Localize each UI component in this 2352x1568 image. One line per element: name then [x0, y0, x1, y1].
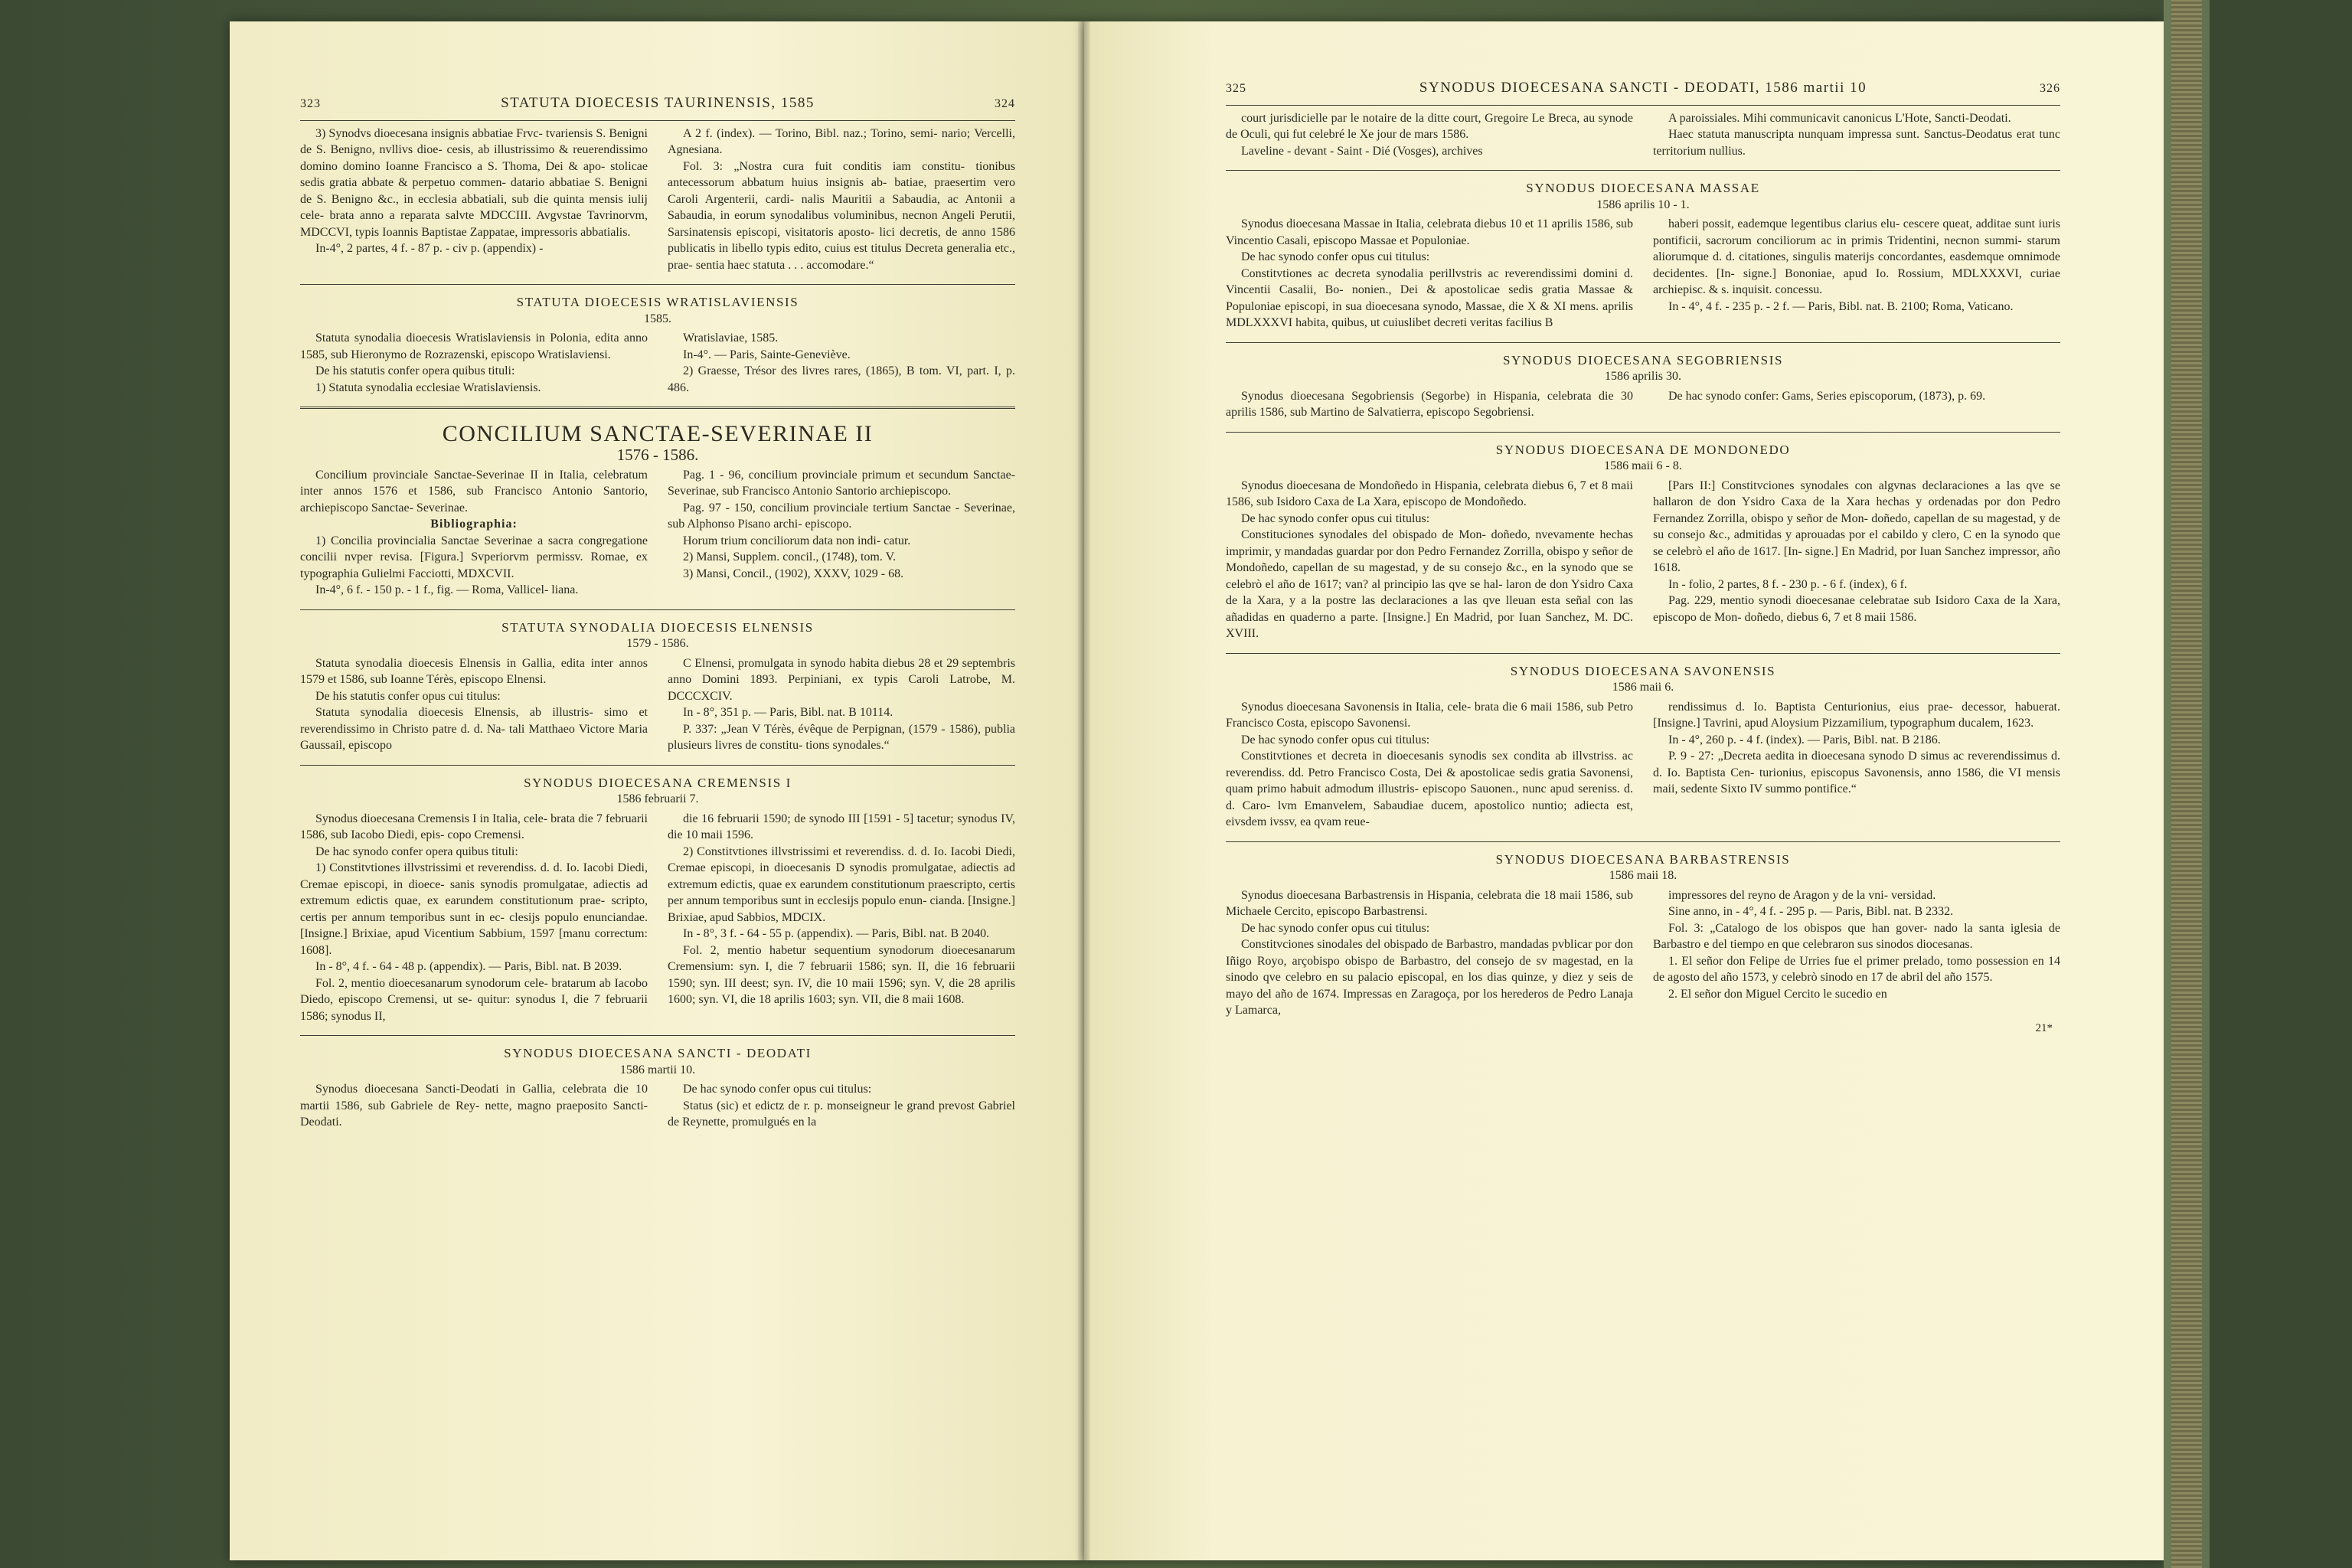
paragraph: Haec statuta manuscripta nunquam impressa sunt. Sanctus-Deodatus erat tunc territorium nullius.: [1653, 128, 2060, 158]
two-column-text: [1226, 388, 2060, 421]
page-number-324: 324: [994, 97, 1015, 110]
paragraph: Fol. 2, mentio dioecesanarum synodorum cele- bratarum ab Iacobo Diedo, episcopo Cremensi, ut se- quitur: synodus I, die 7 februarii 1586; synodus II,: [300, 976, 648, 1023]
paragraph: De hac synodo confer opus cui titulus:: [1241, 921, 1430, 935]
right-column: [1653, 216, 2060, 332]
section-severinae: [300, 407, 1015, 599]
paragraph: P. 337: „Jean V Térès, évêque de Perpignan, (1579 - 1586), publia plusieurs livres de constitu- tions synodales.“: [668, 722, 1015, 752]
paragraph: Synodus dioecesana Sancti-Deodati in Gallia, celebrata die 10 martii 1586, sub Gabriele de Rey- nette, magno praeposito Sancti-Deodati.: [300, 1083, 648, 1129]
paragraph: Pag. 229, mentio synodi dioecesanae celebratae sub Isidoro Caxa de la Xara, episcopo de Mon- doñedo, diebus 6, 7 et 8 maii 1586.: [1653, 594, 2060, 624]
section-divider: [1226, 170, 2060, 171]
signature-mark: 21*: [2035, 1021, 2053, 1034]
section-date: 1586 aprilis 10 - 1.: [1596, 198, 1690, 211]
left-column: [300, 655, 648, 754]
section-mondonedo: [1226, 432, 2060, 642]
section-taurinensis_cont: [300, 126, 1015, 274]
left-column: [1226, 887, 1633, 1019]
paragraph: In - folio, 2 partes, 8 f. - 230 p. - 6 f. (index), 6 f.: [1668, 577, 1907, 591]
paragraph: Constituciones synodales del obispado de Mon- doñedo, nvevamente hechas imprimir, y mandadas guardar por don Pedro Fernandez Zorrilla, obispo y señor de Mondoñedo, capellan de su magestad, y de su consejo &c., en la synodo que se celebrò el año de 1617; van? al principio las qve se hal- laron de don Ysidro Caxa de la Xara, y a la postre las declaraciones a las qve lleuan esta señal con las añadidas en quaderno a parte. [Insigne.] En Madrid, por Iuan Sanchez, M. DC. XVIII.: [1226, 528, 1633, 640]
two-column-text: [1226, 216, 2060, 332]
paragraph: Constitvtiones et decreta in dioecesanis synodis sex condita ab illvstriss. ac reverendiss. dd. Petro Francisco Costa, Dei & apostolicae sedis gratia Savonensi, quam primo habuit admodum illustris- episcopo Sauonen., nunc apud sereniss. d. d. Caro- lvm Emanvelem, Sabaudiae ducem, apostolico nuntio; adiecta est, eivsdem ivssv, ea qvam reue-: [1226, 750, 1633, 828]
paragraph: De hac synodo confer opus cui titulus:: [1241, 733, 1430, 746]
two-column-text: [300, 467, 1015, 599]
paragraph: Sine anno, in - 4°, 4 f. - 295 p. — Paris, Bibl. nat. B 2332.: [1668, 905, 1954, 918]
paragraph: A paroissiales. Mihi communicavit canonicus L'Hote, Sancti-Deodati.: [1668, 111, 2011, 125]
section-cremensis: [300, 765, 1015, 1025]
paragraph: die 16 februarii 1590; de synodo III [1591 - 5] tacetur; synodus IV, die 10 maii 1596.: [668, 812, 1015, 841]
section-sancti_deodati_start: [300, 1035, 1015, 1131]
right-column: [1653, 887, 2060, 1019]
paragraph: Constitvciones sinodales del obispado de Barbastro, mandadas pvblicar por don Iñigo Royo, arçobispo obispo de Barbastro, del consejo de sv magestad, en la sinodo qve celebro en su palacio episcopal, en los dias quinze, y diez y seis de mayo del año de 1674. Impressas en Zaragoça, por los herederos de Pedro Lanaja y Lamarca,: [1226, 938, 1633, 1017]
section-divider: [300, 284, 1015, 285]
section-elnensis: [300, 609, 1015, 754]
left-page-content: [230, 21, 1084, 1560]
paragraph: Fol. 3: „Catalogo de los obispos que han gover- nado la santa iglesia de Barbastro e del tiempo en que celebraron sus sinodos diocesanas.: [1653, 921, 2060, 951]
paragraph: Statuta synodalia dioecesis Elnensis, ab illustris- simo et reverendissimo in Christo patre d. d. Na- tali Matthaeo Victore Maria Gaussail, episcopo: [300, 706, 648, 752]
right-column: [1653, 388, 2060, 421]
paragraph: C Elnensi, promulgata in synodo habita diebus 28 et 29 septembris anno Domini 1893. Perpiniani, ex typis Caroli Latrobe, M. DCCCXCIV.: [668, 656, 1015, 703]
section-divider: [300, 1035, 1015, 1036]
left-column: [1226, 388, 1633, 421]
paragraph: Statuta synodalia dioecesis Elnensis in Gallia, edita inter annos 1579 et 1586, sub Ioanne Térès, episcopo Elnensi.: [300, 656, 648, 686]
paragraph: Synodus dioecesana Cremensis I in Italia, cele- brata die 7 februarii 1586, sub Iacobo Diedi, epis- copo Cremensi.: [300, 812, 648, 841]
paragraph: [Pars II:] Constitvciones synodales con algvnas declaraciones a las qve se hallaron de don Ysidro Caxa de la Xara hechas y ordenadas por don Pedro Fernandez Zorrilla, obispo y señor de Mon- doñedo, capellan de su magestad, y de su consejo &c., admitidas y aprouadas por el cabildo y clero, C en la synodo que se celebrò el año de 1617. [In- signe.] En Madrid, por Iuan Sanchez impressor, año 1618.: [1653, 479, 2060, 574]
paragraph: 3) Synodvs dioecesana insignis abbatiae Frvc- tvariensis S. Benigni de S. Benigno, nvllivs dioe- cesis, ab illustrissimo & reuerendissimo domino domino Ioanne Francisco a S. Thoma, Dei & apo- stolicae sedis gratia abbate & perpetuo commen- datario abbatiae S. Benigni de S. Benigno &c., in ecclesia abbatiali, sub die quinta mensis iulij cele- brata anno a reparata salvte MDCCIII. Avgvstae Tavrinorvm, MDCCVI, typis Ioannis Baptistae Zappatae, impressoris abbatialis.: [300, 126, 648, 239]
paragraph: Fol. 3: „Nostra cura fuit conditis iam constitu- tionibus antecessorum abbatum huius insignis ab- batiae, praesertim vero Caroli Argenterii, cardi- nalis Mauritii a Sabaudia, ac Antonii a Sabaudia, in eorum synodalibus voluminibus, necnon Angeli Perutii, Sarsinatensis episcopi, visitatoris aposto- lici decretis, de anno 1586 publicatis in libello typis edito, cuius est titulus Decreta generalia etc., prae- sentia haec statuta . . . accomodare.“: [668, 159, 1015, 272]
paragraph: Synodus dioecesana Barbastrensis in Hispania, celebrata die 18 maii 1586, sub Michaele Cercito, episcopo Barbastrensi.: [1226, 888, 1633, 918]
section-date: 1586 maii 6 - 8.: [1604, 459, 1682, 472]
section-divider: [1226, 841, 2060, 842]
paragraph: 2) Mansi, Supplem. concil., (1748), tom. V.: [683, 550, 897, 564]
paragraph: 1) Statuta synodalia ecclesiae Wratislaviensis.: [315, 381, 541, 394]
section-date: 1586 februarii 7.: [616, 792, 699, 805]
book-edge: [2164, 0, 2352, 1568]
section-divider: [300, 609, 1015, 610]
paragraph: Synodus dioecesana Massae in Italia, celebrata diebus 10 et 11 aprilis 1586, sub Vincentio Casali, episcopo Massae et Populoniae.: [1226, 217, 1633, 247]
section-title: CONCILIUM SANCTAE-SEVERINAE II: [442, 421, 874, 446]
section-date: 1586 maii 18.: [1609, 869, 1677, 882]
left-column: [1226, 110, 1633, 160]
section-title: SYNODUS DIOECESANA BARBASTRENSIS: [1495, 851, 1791, 867]
section-divider: [1226, 342, 2060, 343]
paragraph: 2) Graesse, Trésor des livres rares, (1865), B tom. VI, part. I, p. 486.: [668, 364, 1015, 394]
left-column: [1226, 699, 1633, 831]
page-number-326: 326: [2040, 82, 2060, 95]
left-column: [1226, 216, 1633, 332]
section-divider: [300, 765, 1015, 766]
section-divider: [1226, 653, 2060, 654]
paragraph: 3) Mansi, Concil., (1902), XXXV, 1029 - 68.: [683, 567, 904, 580]
right-column: [668, 811, 1015, 1025]
left-column: [300, 467, 648, 599]
paragraph: In - 8°, 3 f. - 64 - 55 p. (appendix). — Paris, Bibl. nat. B 2040.: [683, 927, 990, 940]
paragraph: Status (sic) et edictz de r. p. monseigneur le grand prevost Gabriel de Reynette, promulgués en la: [668, 1099, 1015, 1129]
paragraph: impressores del reyno de Aragon y de la vni- versidad.: [1668, 888, 1936, 902]
paragraph: Synodus dioecesana Savonensis in Italia, cele- brata die 6 maii 1586, sub Petro Francisco Costa, episcopo Savonensi.: [1226, 700, 1633, 730]
paragraph: 1) Concilia provincialia Sanctae Severinae a sacra congregatione concilii nvper revisa. [Figura.] Svperiorvm permissv. Romae, ex typographia Gulielmi Facciotti, MDXCVII.: [300, 534, 648, 580]
paragraph: rendissimus d. Io. Baptista Centurionius, eius prae- decessor, habuerat. [Insigne.] Tavrini, apud Aloysium Pizzamilium, typographum ducalem, 1623.: [1653, 700, 2060, 730]
section-title: SYNODUS DIOECESANA SAVONENSIS: [1510, 663, 1776, 678]
paragraph: court jurisdicielle par le notaire de la ditte court, Gregoire Le Breca, au synode de Oculi, qui fut celebré le Xe jour de mars 1586.: [1226, 111, 1633, 141]
paragraph: In-4°, 6 f. - 150 p. - 1 f., fig. — Roma, Vallicel- liana.: [315, 583, 579, 596]
paragraph: Pag. 97 - 150, concilium provinciale tertium Sanctae - Severinae, sub Alphonso Pisano archi- episcopo.: [668, 501, 1015, 531]
paragraph: Wratislaviae, 1585.: [683, 332, 779, 345]
section-divider: [1226, 432, 2060, 433]
right-page: [1084, 21, 2164, 1560]
paragraph: Laveline - devant - Saint - Dié (Vosges), archives: [1241, 144, 1483, 158]
two-column-text: [1226, 110, 2060, 160]
left-page: [230, 21, 1084, 1560]
two-column-text: [300, 655, 1015, 754]
paragraph: Synodus dioecesana Segobriensis (Segorbe) in Hispania, celebrata die 30 aprilis 1586, sub Martino de Salvatierra, episcopo Segobriensi.: [1226, 389, 1633, 419]
two-column-text: [300, 811, 1015, 1025]
right-column: [1653, 110, 2060, 160]
section-divider: [300, 407, 1015, 409]
paragraph: Bibliographia:: [430, 518, 518, 531]
right-column: [668, 467, 1015, 599]
paragraph: De hac synodo confer opera quibus tituli:: [315, 844, 518, 858]
two-column-text: [1226, 887, 2060, 1019]
paragraph: In - 8°, 351 p. — Paris, Bibl. nat. B 10114.: [683, 706, 893, 719]
left-column: [300, 811, 648, 1025]
paragraph: De hac synodo confer opus cui titulus:: [1241, 511, 1430, 525]
section-title: SYNODUS DIOECESANA CREMENSIS I: [524, 775, 792, 790]
two-column-text: [1226, 699, 2060, 831]
paragraph: Synodus dioecesana de Mondoñedo in Hispania, celebrata diebus 6, 7 et 8 maii 1586, sub Isidoro Caxa de La Xara, episcopo de Mondoñedo.: [1226, 479, 1633, 508]
paragraph: Pag. 1 - 96, concilium provinciale primum et secundum Sanctae-Severinae, sub Francisco Antonio Santorio archiepiscopo.: [668, 468, 1015, 498]
section-wratislaviensis: [300, 284, 1015, 396]
paragraph: De his statutis confer opera quibus tituli:: [315, 364, 515, 377]
section-date: 1585.: [644, 312, 671, 325]
page-edges: [2171, 0, 2202, 1568]
paragraph: In-4°. — Paris, Sainte-Geneviève.: [683, 348, 851, 361]
right-column: [668, 126, 1015, 274]
paragraph: Concilium provinciale Sanctae-Severinae II in Italia, celebratum inter annos 1576 et 1586, sub Francisco Antonio Santorio, archiepiscopo Sanctae- Severinae.: [300, 468, 648, 514]
page-number-325: 325: [1226, 82, 1246, 95]
right-running-head: [1226, 80, 2060, 106]
section-sancti_deodati_cont: [1226, 110, 2060, 160]
two-column-text: [1226, 478, 2060, 642]
section-barbastrensis: [1226, 841, 2060, 1019]
section-date: 1576 - 1586.: [616, 446, 699, 464]
left-running-title: STATUTA DIOECESIS TAURINENSIS, 1585: [501, 95, 815, 111]
section-title: STATUTA SYNODALIA DIOECESIS ELNENSIS: [501, 619, 814, 635]
paragraph: P. 9 - 27: „Decreta aedita in dioecesana synodo D simus ac reverendissimus d. d. Io. Baptista Cen- turionius, episcopus Savonensis, anno 1586, die VI mensis maii, sedente Sixto IV summo pontifice.“: [1653, 750, 2060, 795]
paragraph: Horum trium conciliorum data non indi- catur.: [683, 534, 911, 547]
section-title: SYNODUS DIOECESANA SEGOBRIENSIS: [1502, 352, 1784, 368]
paragraph: haberi possit, eademque legentibus clarius elu- cescere queat, additae sunt iuris pontificii, sacrorum conciliorum ac in primis Tridentini, necnon summi- starum aliorumque d. d. citationes, singulis materijs concordantes, easdemque omnimode decidentes. [In- signe.] Bononiae, apud Io. Rossium, MDLXXXVI, curiae archiepisc. & s. inquisit. concessu.: [1653, 217, 2060, 296]
right-column: [668, 330, 1015, 396]
section-date: 1586 aprilis 30.: [1605, 370, 1681, 383]
paragraph: 2) Constitvtiones illvstrissimi et reverendiss. d. d. Io. Iacobi Diedi, Cremae episcopi, in dioecesanis D synodis promulgatae, adiectis ad extremum edictis, quae ex earundem constitutionum praescripto, certis per annum temporibus sunt in ecclesijs populo enun- cianda. [Insigne.] Brixiae, apud Sabbios, MDCIX.: [668, 844, 1015, 924]
paragraph: De hac synodo confer: Gams, Series episcoporum, (1873), p. 69.: [1668, 389, 1986, 403]
page-number-323: 323: [300, 97, 321, 110]
paragraph: Fol. 2, mentio habetur sequentium synodorum dioecesanarum Cremensium: syn. I, die 7 februarii 1586; syn. II, die 16 februarii 1590; syn. III deest; syn. IV, die 10 maii 1596; syn. V, die 28 aprilis 1600; syn. VI, die 18 aprilis 1603; syn. VII, die 8 maii 1608.: [668, 943, 1015, 1006]
paragraph: A 2 f. (index). — Torino, Bibl. naz.; Torino, semi- nario; Vercelli, Agnesiana.: [668, 126, 1015, 156]
section-title: STATUTA DIOECESIS WRATISLAVIENSIS: [516, 295, 799, 309]
right-sections: [1226, 110, 2060, 1019]
section-massae: [1226, 170, 2060, 332]
paragraph: Statuta synodalia dioecesis Wratislaviensis in Polonia, edita anno 1585, sub Hieronymo de Rozrazenski, episcopo Wratislaviensi.: [300, 332, 648, 361]
section-title: SYNODUS DIOECESANA DE MONDONEDO: [1495, 442, 1791, 457]
section-date: 1586 martii 10.: [619, 1063, 696, 1076]
paragraph: De his statutis confer opus cui titulus:: [315, 689, 501, 703]
book-cover: [2210, 0, 2352, 1568]
section-title: SYNODUS DIOECESANA SANCTI - DEODATI: [504, 1046, 812, 1060]
two-column-text: [300, 126, 1015, 274]
paragraph: In - 8°, 4 f. - 64 - 48 p. (appendix). — Paris, Bibl. nat. B 2039.: [315, 960, 622, 973]
left-sections: [300, 126, 1015, 1131]
left-column: [300, 330, 648, 396]
paragraph: 1. El señor don Felipe de Urries fue el primer prelado, tomo possession en 14 de agosto del año 1573, y celebrò sinodo en 17 de abril del año 1575.: [1653, 954, 2060, 984]
right-column: [1653, 699, 2060, 831]
right-running-title: SYNODUS DIOECESANA SANCTI - DEODATI, 1586 martii 10: [1419, 80, 1867, 96]
right-column: [668, 1081, 1015, 1131]
paragraph: In - 4°, 4 f. - 235 p. - 2 f. — Paris, Bibl. nat. B. 2100; Roma, Vaticano.: [1668, 299, 2014, 313]
paragraph: In - 4°, 260 p. - 4 f. (index). — Paris, Bibl. nat. B 2186.: [1668, 733, 1941, 746]
section-date: 1579 - 1586.: [626, 637, 689, 650]
left-column: [1226, 478, 1633, 642]
left-running-head: [300, 95, 1015, 121]
two-column-text: [300, 1081, 1015, 1131]
section-date: 1586 maii 6.: [1612, 681, 1674, 694]
left-column: [300, 126, 648, 274]
right-column: [668, 655, 1015, 754]
paragraph: Constitvtiones ac decreta synodalia perillvstris ac reverendissimi domini d. Vincentii Casalii, Bo- nonien., Dei & apostolicae sedis gratia Massae & Populoniae episcopi, in sua dioecesana synodo, Massae, die X & XI mens. aprilis MDLXXXVI habita, quibus, ut cuiuslibet decreti veritas facilius B: [1226, 266, 1633, 329]
paragraph: 2. El señor don Miguel Cercito le sucedio en: [1668, 987, 1887, 1001]
paragraph: 1) Constitvtiones illvstrissimi et reverendiss. d. d. Io. Iacobi Diedi, Cremae episcopi, in dioece- sanis synodis promulgatae, adiectis ad extremum edictis quae, ex earundem constitutionum prae- scripto, certis per annum temporibus sunt in ec- clesijs populo enunciandae. [Insigne.] Brixiae, apud Vicentium Sabbium, 1597 [manu correctum: 1608].: [300, 861, 648, 957]
paragraph: In-4°, 2 partes, 4 f. - 87 p. - civ p. (appendix) -: [315, 242, 544, 255]
book-gutter: [1078, 21, 1090, 1560]
section-savonensis: [1226, 653, 2060, 831]
section-segobriensis: [1226, 342, 2060, 421]
right-page-content: [1084, 21, 2164, 1560]
paragraph: De hac synodo confer opus cui titulus:: [1241, 250, 1430, 263]
paragraph: De hac synodo confer opus cui titulus:: [683, 1083, 872, 1096]
left-column: [300, 1081, 648, 1131]
section-title: SYNODUS DIOECESANA MASSAE: [1526, 181, 1760, 195]
two-column-text: [300, 330, 1015, 396]
right-column: [1653, 478, 2060, 642]
